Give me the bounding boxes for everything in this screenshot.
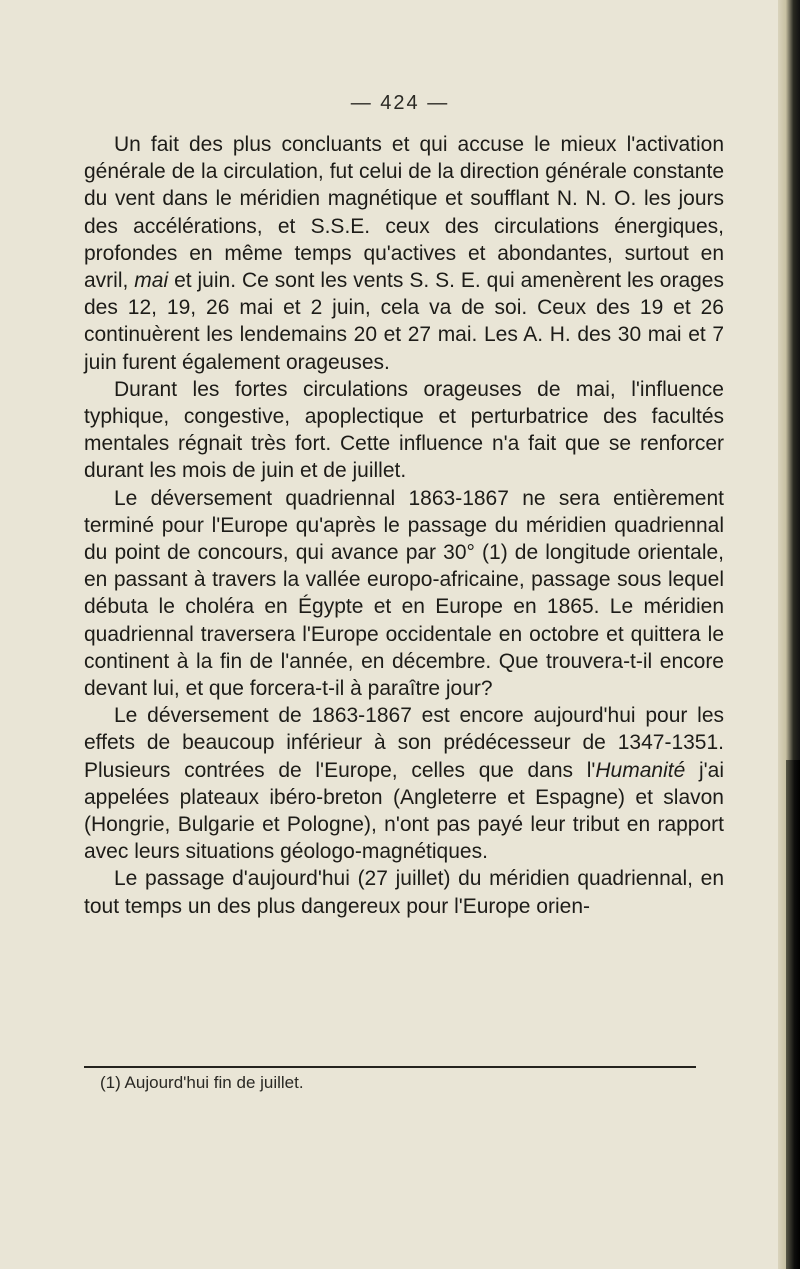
paragraph-1: Un fait des plus concluants et qui accuse le mieux l'activation générale de la circulation, fut celui de la direction générale constante du vent dans le méridien magnétique et soufflant N. N. O. les jours des accélérations, et S.S.E. ceux des circulations énergiques, profondes en même temps qu'actives et abondantes, surtout en avril, mai et juin. Ce sont les vents S. S. E. qui amenèrent les orages des 12, 19, 26 mai et 2 juin, cela va de soi. Ceux des 19 et 26 continuèrent les lendemains 20 et 27 mai. Les A. H. des 30 mai et 7 juin furent également orageuses. (84, 133, 724, 374)
paragraph-4: Le déversement de 1863-1867 est encore aujourd'hui pour les effets de beaucoup inférieur à son prédécesseur de 1347-1351. Plusieurs contrées de l'Europe, celles que dans l'Humanité j'ai appelées plateaux ibéro-breton (Angleterre et Espagne) et slavon (Hongrie, Bulgarie et Pologne), n'ont pas payé leur tribut en rapport avec leurs situations géologo-magnétiques. (84, 704, 725, 864)
page-edge-dark (786, 760, 800, 1269)
paragraph-3: Le déversement quadriennal 1863-1867 ne sera entièrement terminé pour l'Europe qu'après le passage du méridien quadriennal du point de concours, qui avance par 30° (1) de longitude orientale, en passant à travers la vallée europo-africaine, passage sous lequel débuta le choléra en Égypte et en Europe en 1865. Le méridien quadriennal traversera l'Europe occidentale en octobre et quittera le continent à la fin de l'année, en décembre. Que trouvera-t-il encore devant lui, et que forcera-t-il à paraître jour? (84, 486, 724, 701)
paragraph-2: Durant les fortes circulations orageuses de mai, l'influence typhique, congestive, apoplectique et perturbatrice des facultés mentales régnait très fort. Cette influence n'a fait que se renforcer durant les mois de juin et de juillet. (84, 377, 724, 483)
footnote-divider (84, 1066, 696, 1068)
main-text (84, 131, 724, 920)
footnote: (1) Aujourd'hui fin de juillet. (100, 1073, 304, 1092)
paragraph-5: Le passage d'aujourd'hui (27 juillet) du méridien quadriennal, en tout temps un des plus dangereux pour l'Europe orien- (84, 867, 724, 918)
page-number: — 424 — (350, 92, 450, 114)
